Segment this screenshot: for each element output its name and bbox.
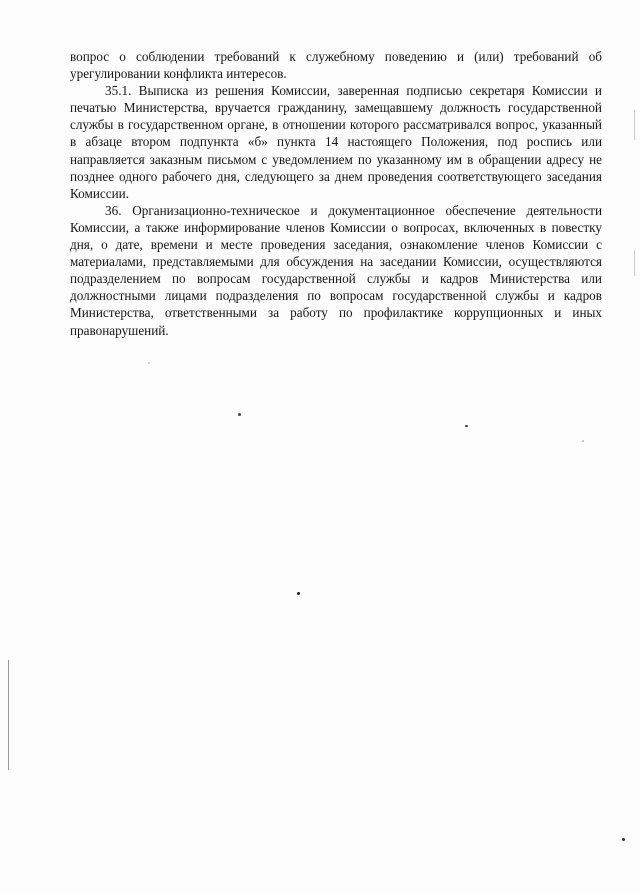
scan-speck xyxy=(238,413,241,416)
scan-speck xyxy=(465,425,468,427)
paragraph-35-1: 35.1. Выписка из решения Комиссии, заверенная подписью секретаря Комиссии и печатью Министерства, вручается гражданину, замещавшему должность государственной службы в государственном органе, в отношении которого рассматривался вопрос, указанный в абзаце втором подпункта «б» пункта 14 настоящего Положения, под роспись или направляется заказным письмом с уведомлением по указанному им в обращении адресу не позднее одного рабочего дня, следующего за днем проведения соответствующего заседания Комиссии. xyxy=(70,83,602,201)
paragraph-continuation: вопрос о соблюдении требований к служебному поведению и (или) требований об урегулировании конфликта интересов. xyxy=(70,49,602,82)
scan-speck xyxy=(148,362,150,364)
paragraph-36: 36. Организационно-техническое и документационное обеспечение деятельности Комиссии, а также информирование членов Комиссии о вопросах, включенных в повестку дня, о дате, времени и месте проведения заседания, ознакомление членов Комиссии с материалами, представляемыми для обсуждения на заседании Комиссии, осуществляются подразделением по вопросам государственной службы и кадров Министерства или должностными лицами подразделения по вопросам государственной службы и кадров Министерства, ответственными за работу по профилактике коррупционных и иных правонарушений. xyxy=(70,202,602,338)
scan-speck xyxy=(582,440,584,442)
document-body xyxy=(70,48,602,339)
scan-speck xyxy=(297,592,300,595)
scan-speck xyxy=(622,838,625,841)
scan-edge-line xyxy=(8,660,9,770)
scan-edge-line xyxy=(634,250,635,276)
scan-edge-line xyxy=(634,110,635,140)
